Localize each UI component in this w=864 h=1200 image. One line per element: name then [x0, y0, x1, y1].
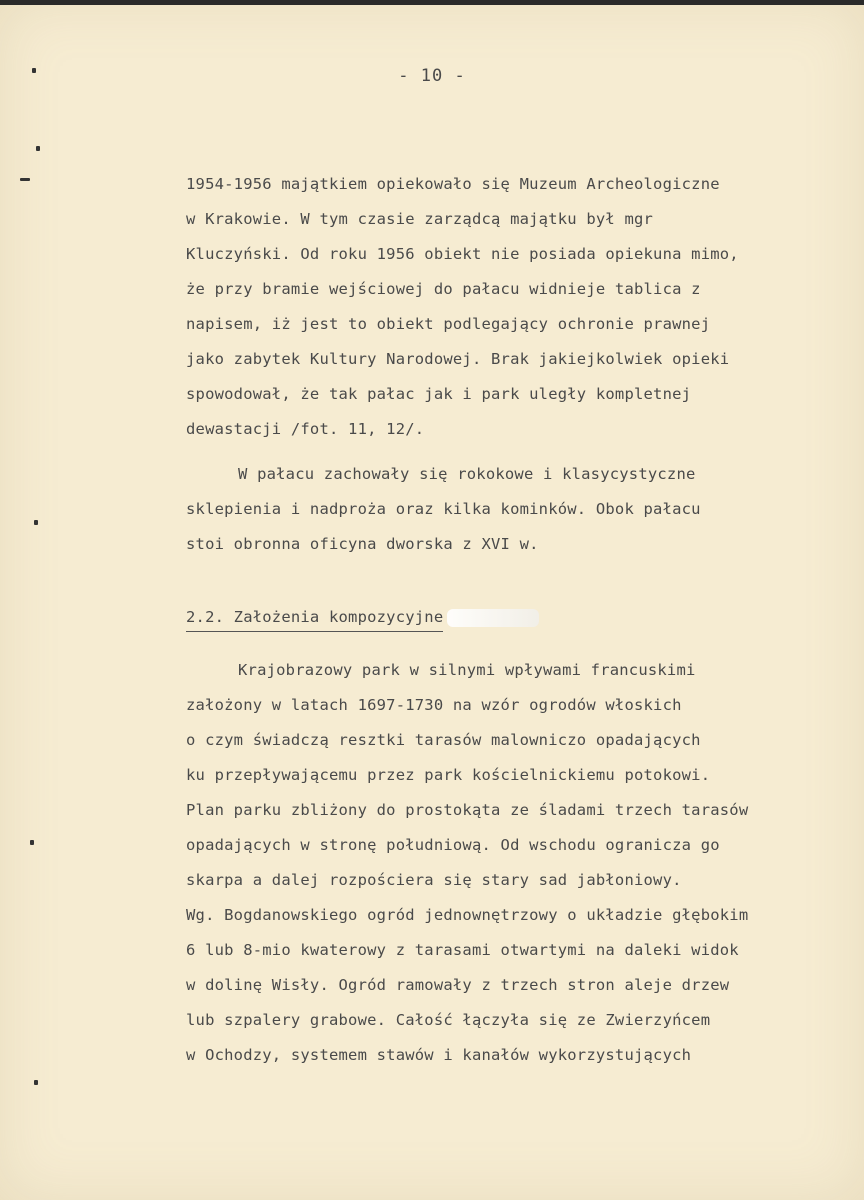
- margin-mark: [20, 178, 30, 181]
- margin-mark: [34, 520, 38, 525]
- text-line: dewastacji /fot. 11, 12/.: [186, 420, 425, 438]
- text-line: skarpa a dalej rozpościera się stary sad jabłoniowy.: [186, 871, 682, 889]
- text-line: 6 lub 8-mio kwaterowy z tarasami otwartymi na daleki widok: [186, 941, 739, 959]
- text-line: w dolinę Wisły. Ogród ramowały z trzech stron aleje drzew: [186, 976, 730, 994]
- paragraph-2: [186, 457, 826, 562]
- text-line: że przy bramie wejściowej do pałacu widnieje tablica z: [186, 280, 701, 298]
- text-line: sklepienia i nadproża oraz kilka kominków. Obok pałacu: [186, 500, 701, 518]
- section-heading: [186, 600, 826, 635]
- scan-top-edge: [0, 0, 864, 5]
- section-heading-text: 2.2. Założenia kompozycyjne: [186, 603, 443, 632]
- margin-mark: [30, 840, 34, 845]
- text-line: opadających w stronę południową. Od wschodu ogranicza go: [186, 836, 720, 854]
- text-line: ku przepływającemu przez park kościelnickiemu potokowi.: [186, 766, 711, 784]
- paragraph-3: [186, 653, 826, 1073]
- margin-mark: [34, 1080, 38, 1085]
- text-line: założony w latach 1697-1730 na wzór ogrodów włoskich: [186, 696, 682, 714]
- text-line: Wg. Bogdanowskiego ogród jednownętrzowy o układzie głębokim: [186, 906, 749, 924]
- margin-mark: [36, 146, 40, 151]
- text-line: W pałacu zachowały się rokokowe i klasycystyczne: [238, 465, 696, 483]
- text-line: w Ochodzy, systemem stawów i kanałów wykorzystujących: [186, 1046, 692, 1064]
- text-line: w Krakowie. W tym czasie zarządcą majątku był mgr: [186, 210, 654, 228]
- text-line: Krajobrazowy park w silnymi wpływami francuskimi: [238, 661, 696, 679]
- text-line: lub szpalery grabowe. Całość łączyła się ze Zwierzyńcem: [186, 1011, 711, 1029]
- text-line: napisem, iż jest to obiekt podlegający ochronie prawnej: [186, 315, 711, 333]
- text-line: Kluczyński. Od roku 1956 obiekt nie posiada opiekuna mimo,: [186, 245, 739, 263]
- text-line: jako zabytek Kultury Narodowej. Brak jakiejkolwiek opieki: [186, 350, 730, 368]
- page-number: - 10 -: [398, 66, 466, 86]
- redaction-mark: [447, 609, 539, 627]
- text-line: stoi obronna oficyna dworska z XVI w.: [186, 535, 539, 553]
- paragraph-1: [186, 167, 826, 447]
- text-line: 1954-1956 majątkiem opiekowało się Muzeum Archeologiczne: [186, 175, 720, 193]
- text-line: Plan parku zbliżony do prostokąta ze śladami trzech tarasów: [186, 801, 749, 819]
- text-line: spowodował, że tak pałac jak i park uległy kompletnej: [186, 385, 692, 403]
- text-line: o czym świadczą resztki tarasów malowniczo opadających: [186, 731, 701, 749]
